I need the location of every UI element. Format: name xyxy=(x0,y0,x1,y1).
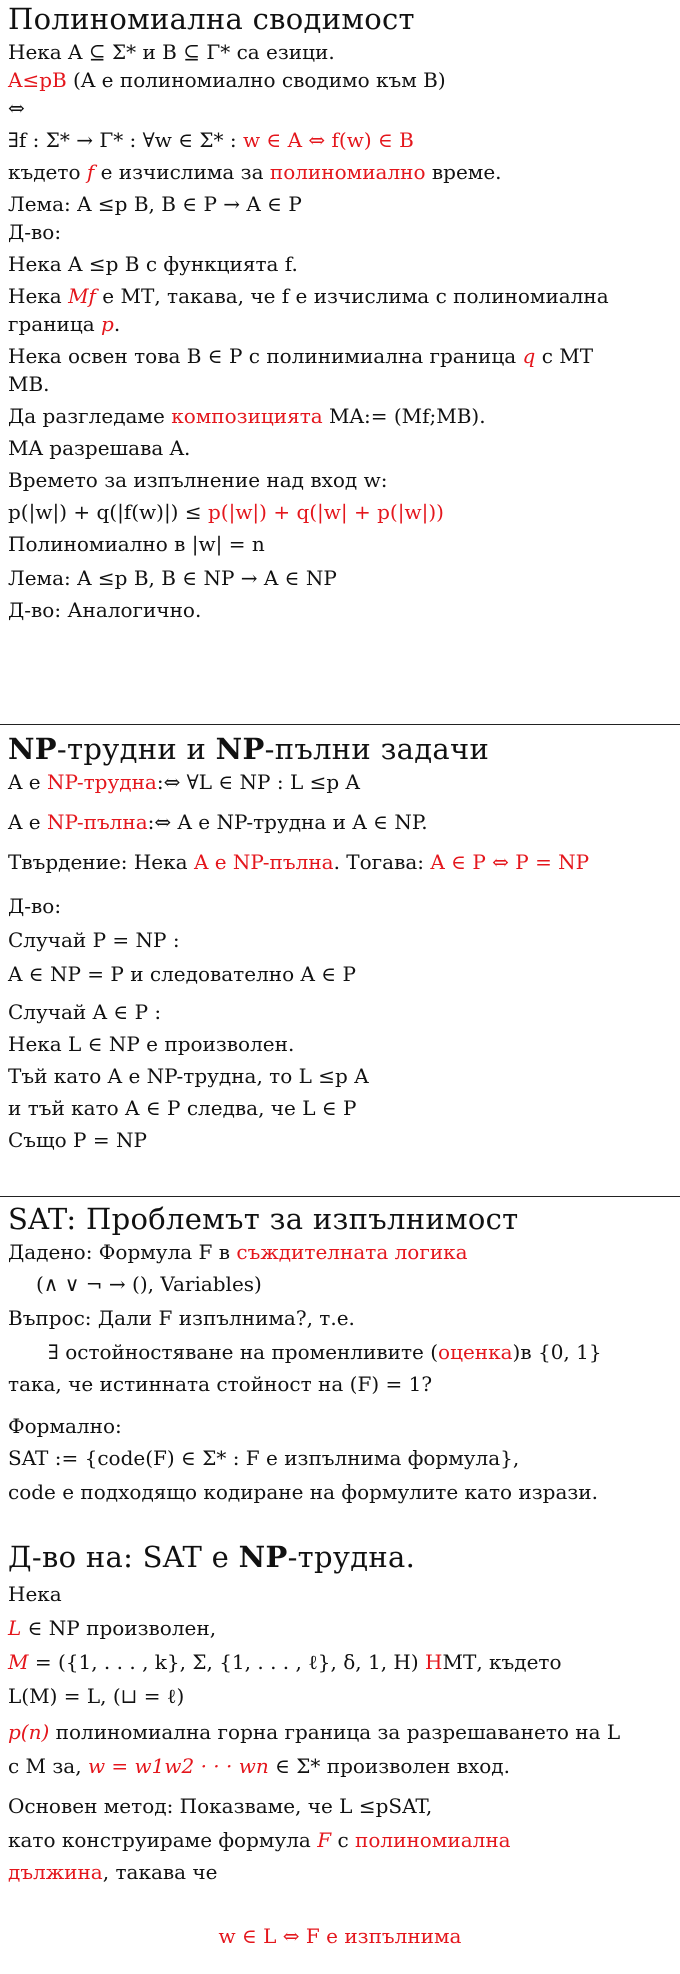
title-bold: NP xyxy=(8,732,57,766)
text-span: , такава че xyxy=(102,1860,218,1884)
text-span: граница xyxy=(8,312,102,336)
text-line xyxy=(8,126,680,154)
text-line xyxy=(8,1752,680,1780)
text-line xyxy=(8,848,680,876)
highlight-text: NP-трудна xyxy=(47,770,157,794)
title-bold: NP xyxy=(215,732,265,766)
text-line: Нека A ≤p B с функцията f. xyxy=(8,252,298,276)
text-span: A е xyxy=(8,810,47,834)
text-line xyxy=(8,498,680,526)
highlight-text: полиномиална xyxy=(355,1828,511,1852)
title-span: -трудни и xyxy=(56,732,216,766)
text-span: )в {0, 1} xyxy=(512,1340,602,1364)
section-np-hard-complete xyxy=(8,732,680,1154)
text-line: Нека xyxy=(8,1582,62,1606)
highlight-text: L xyxy=(8,1616,22,1640)
text-line: Въпрос: Дали F изпълнима?, т.е. xyxy=(8,1306,355,1330)
text-span: Нека освен това B ∈ P с полинимиална граница xyxy=(8,344,523,368)
text-span: МТ, където xyxy=(442,1650,562,1674)
text-span: . xyxy=(113,312,121,336)
highlight-text: F xyxy=(317,1828,332,1852)
text-line: Д-во: xyxy=(8,220,62,244)
highlight-text: A е NP-пълна xyxy=(193,850,334,874)
text-line: MA разрешава A. xyxy=(8,436,191,460)
text-span: полиномиална горна граница за разрешаването на L xyxy=(49,1720,621,1744)
section-title xyxy=(8,732,680,766)
highlight-text: съждителната логика xyxy=(236,1240,468,1264)
text-span: ∃ остойностяване на променливите ( xyxy=(48,1340,439,1364)
text-line xyxy=(8,1826,680,1854)
highlight-text: дължина xyxy=(8,1860,103,1884)
title-span: Д-во на: SAT е xyxy=(8,1540,239,1574)
text-line: и тъй като A ∈ P следва, че L ∈ P xyxy=(8,1096,357,1120)
text-span: :⇔ A е NP-трудна и A ∈ NP. xyxy=(147,810,428,834)
text-span: ∃f : Σ* → Γ* : ∀w ∈ Σ* : xyxy=(8,128,243,152)
title-span: -трудна. xyxy=(287,1540,416,1574)
section-sat xyxy=(8,1202,680,1506)
highlight-text: M xyxy=(8,1650,29,1674)
text-line: Случай P = NP : xyxy=(8,928,180,952)
highlight-text: w ∈ A ⇔ f(w) ∈ B xyxy=(242,128,414,152)
text-line: Времето за изпълнение над вход w: xyxy=(8,468,388,492)
text-line xyxy=(8,158,680,186)
text-line: Лема: A ≤p B, B ∈ P → A ∈ P xyxy=(8,192,302,216)
highlight-text: Н xyxy=(425,1650,443,1674)
highlight-text: NP-пълна xyxy=(47,810,148,834)
highlight-text: A≤pB xyxy=(8,68,67,92)
text-span: е изчислима за xyxy=(94,160,270,184)
text-span: където xyxy=(8,160,87,184)
text-line xyxy=(8,66,680,94)
text-line: Също P = NP xyxy=(8,1128,147,1152)
text-line: Нека L ∈ NP е произволен. xyxy=(8,1032,295,1056)
section-title: SAT: Проблемът за изпълнимост xyxy=(8,1202,519,1236)
text-span: Твърдение: Нека xyxy=(8,850,194,874)
section-title: Полиномиална сводимост xyxy=(8,2,415,36)
text-line xyxy=(8,1238,680,1266)
highlight-text: p xyxy=(101,312,114,336)
text-line: Д-во: Аналогично. xyxy=(8,598,202,622)
text-span: е МТ, такава, че f е изчислима с полиномиална xyxy=(95,284,609,308)
text-span: като конструираме формула xyxy=(8,1828,318,1852)
text-line: Тъй като A е NP-трудна, то L ≤p A xyxy=(8,1064,369,1088)
highlight-text: q xyxy=(522,344,536,368)
text-span: Да разгледаме xyxy=(8,404,172,428)
text-span: с M за, xyxy=(8,1754,88,1778)
text-line xyxy=(8,402,680,430)
text-line xyxy=(8,1614,680,1642)
highlight-text: f xyxy=(86,160,95,184)
section-divider xyxy=(0,724,680,725)
text-line xyxy=(8,1338,680,1366)
text-line: (∧ ∨ ¬ → (), Variables) xyxy=(36,1272,262,1296)
highlight-text: композицията xyxy=(171,404,323,428)
text-span: MA:= (Mf;MB). xyxy=(322,404,486,428)
text-line: Д-во: xyxy=(8,894,62,918)
text-line: L(M) = L, (⊔ = ℓ) xyxy=(8,1684,185,1708)
text-line: Основен метод: Показваме, че L ≤pSAT, xyxy=(8,1794,433,1818)
text-span: Нека xyxy=(8,284,69,308)
text-line xyxy=(8,282,680,310)
text-line xyxy=(8,1858,680,1886)
section-divider xyxy=(0,1196,680,1197)
text-line xyxy=(8,342,680,370)
section-polynomial-reducibility xyxy=(8,2,680,624)
highlight-text: p(|w|) + q(|w| + p(|w|)) xyxy=(207,500,444,524)
title-bold: NP xyxy=(238,1540,288,1574)
highlight-text: p(n) xyxy=(8,1720,50,1744)
highlight-text: оценка xyxy=(438,1340,513,1364)
text-span: (A е полиномиално сводимо към B) xyxy=(66,68,446,92)
text-line xyxy=(8,768,680,796)
text-line: MB. xyxy=(8,372,50,396)
text-span: . Тогава: xyxy=(333,850,431,874)
section-sat-np-hard-proof xyxy=(8,1540,680,1950)
text-span: ∈ Σ* произволен вход. xyxy=(268,1754,510,1778)
highlight-text: полиномиално xyxy=(269,160,426,184)
text-span: ∈ NP произволен, xyxy=(21,1616,217,1640)
text-span: :⇔ ∀L ∈ NP : L ≤p A xyxy=(156,770,360,794)
highlight-text: Mf xyxy=(68,284,96,308)
text-line xyxy=(8,1718,680,1746)
text-span: време. xyxy=(425,160,502,184)
section-title xyxy=(8,1540,680,1574)
text-line: Случай A ∈ P : xyxy=(8,1000,162,1024)
text-line: SAT := {code(F) ∈ Σ* : F е изпълнима формула}, xyxy=(8,1446,520,1470)
text-line: Нека A ⊆ Σ* и B ⊆ Γ* са езици. xyxy=(8,40,335,64)
text-line xyxy=(8,310,680,338)
text-line: Формално: xyxy=(8,1414,122,1438)
text-span: с xyxy=(331,1828,356,1852)
text-line: ⇔ xyxy=(8,96,25,120)
text-line: A ∈ NP = P и следователно A ∈ P xyxy=(8,962,356,986)
text-line: Полиномиално в |w| = n xyxy=(8,532,265,556)
title-span: -пълни задачи xyxy=(264,732,490,766)
text-line: code е подходящо кодиране на формулите като изрази. xyxy=(8,1480,598,1504)
text-span: A е xyxy=(8,770,47,794)
text-span: = ({1, . . . , k}, Σ, {1, . . . , ℓ}, δ, 1, H) xyxy=(28,1650,426,1674)
text-line xyxy=(8,1648,680,1676)
highlight-text: A ∈ P ⇔ P = NP xyxy=(430,850,590,874)
highlight-text: w = w1w2 · · · wn xyxy=(87,1754,269,1778)
text-span: Дадено: Формула F в xyxy=(8,1240,237,1264)
text-line: така, че истинната стойност на (F) = 1? xyxy=(8,1372,433,1396)
text-span: с МТ xyxy=(535,344,594,368)
text-line xyxy=(8,808,680,836)
conclusion-line: w ∈ L ⇔ F е изпълнима xyxy=(218,1924,462,1948)
text-line: Лема: A ≤p B, B ∈ NP → A ∈ NP xyxy=(8,566,337,590)
text-span: p(|w|) + q(|f(w)|) ≤ xyxy=(8,500,208,524)
